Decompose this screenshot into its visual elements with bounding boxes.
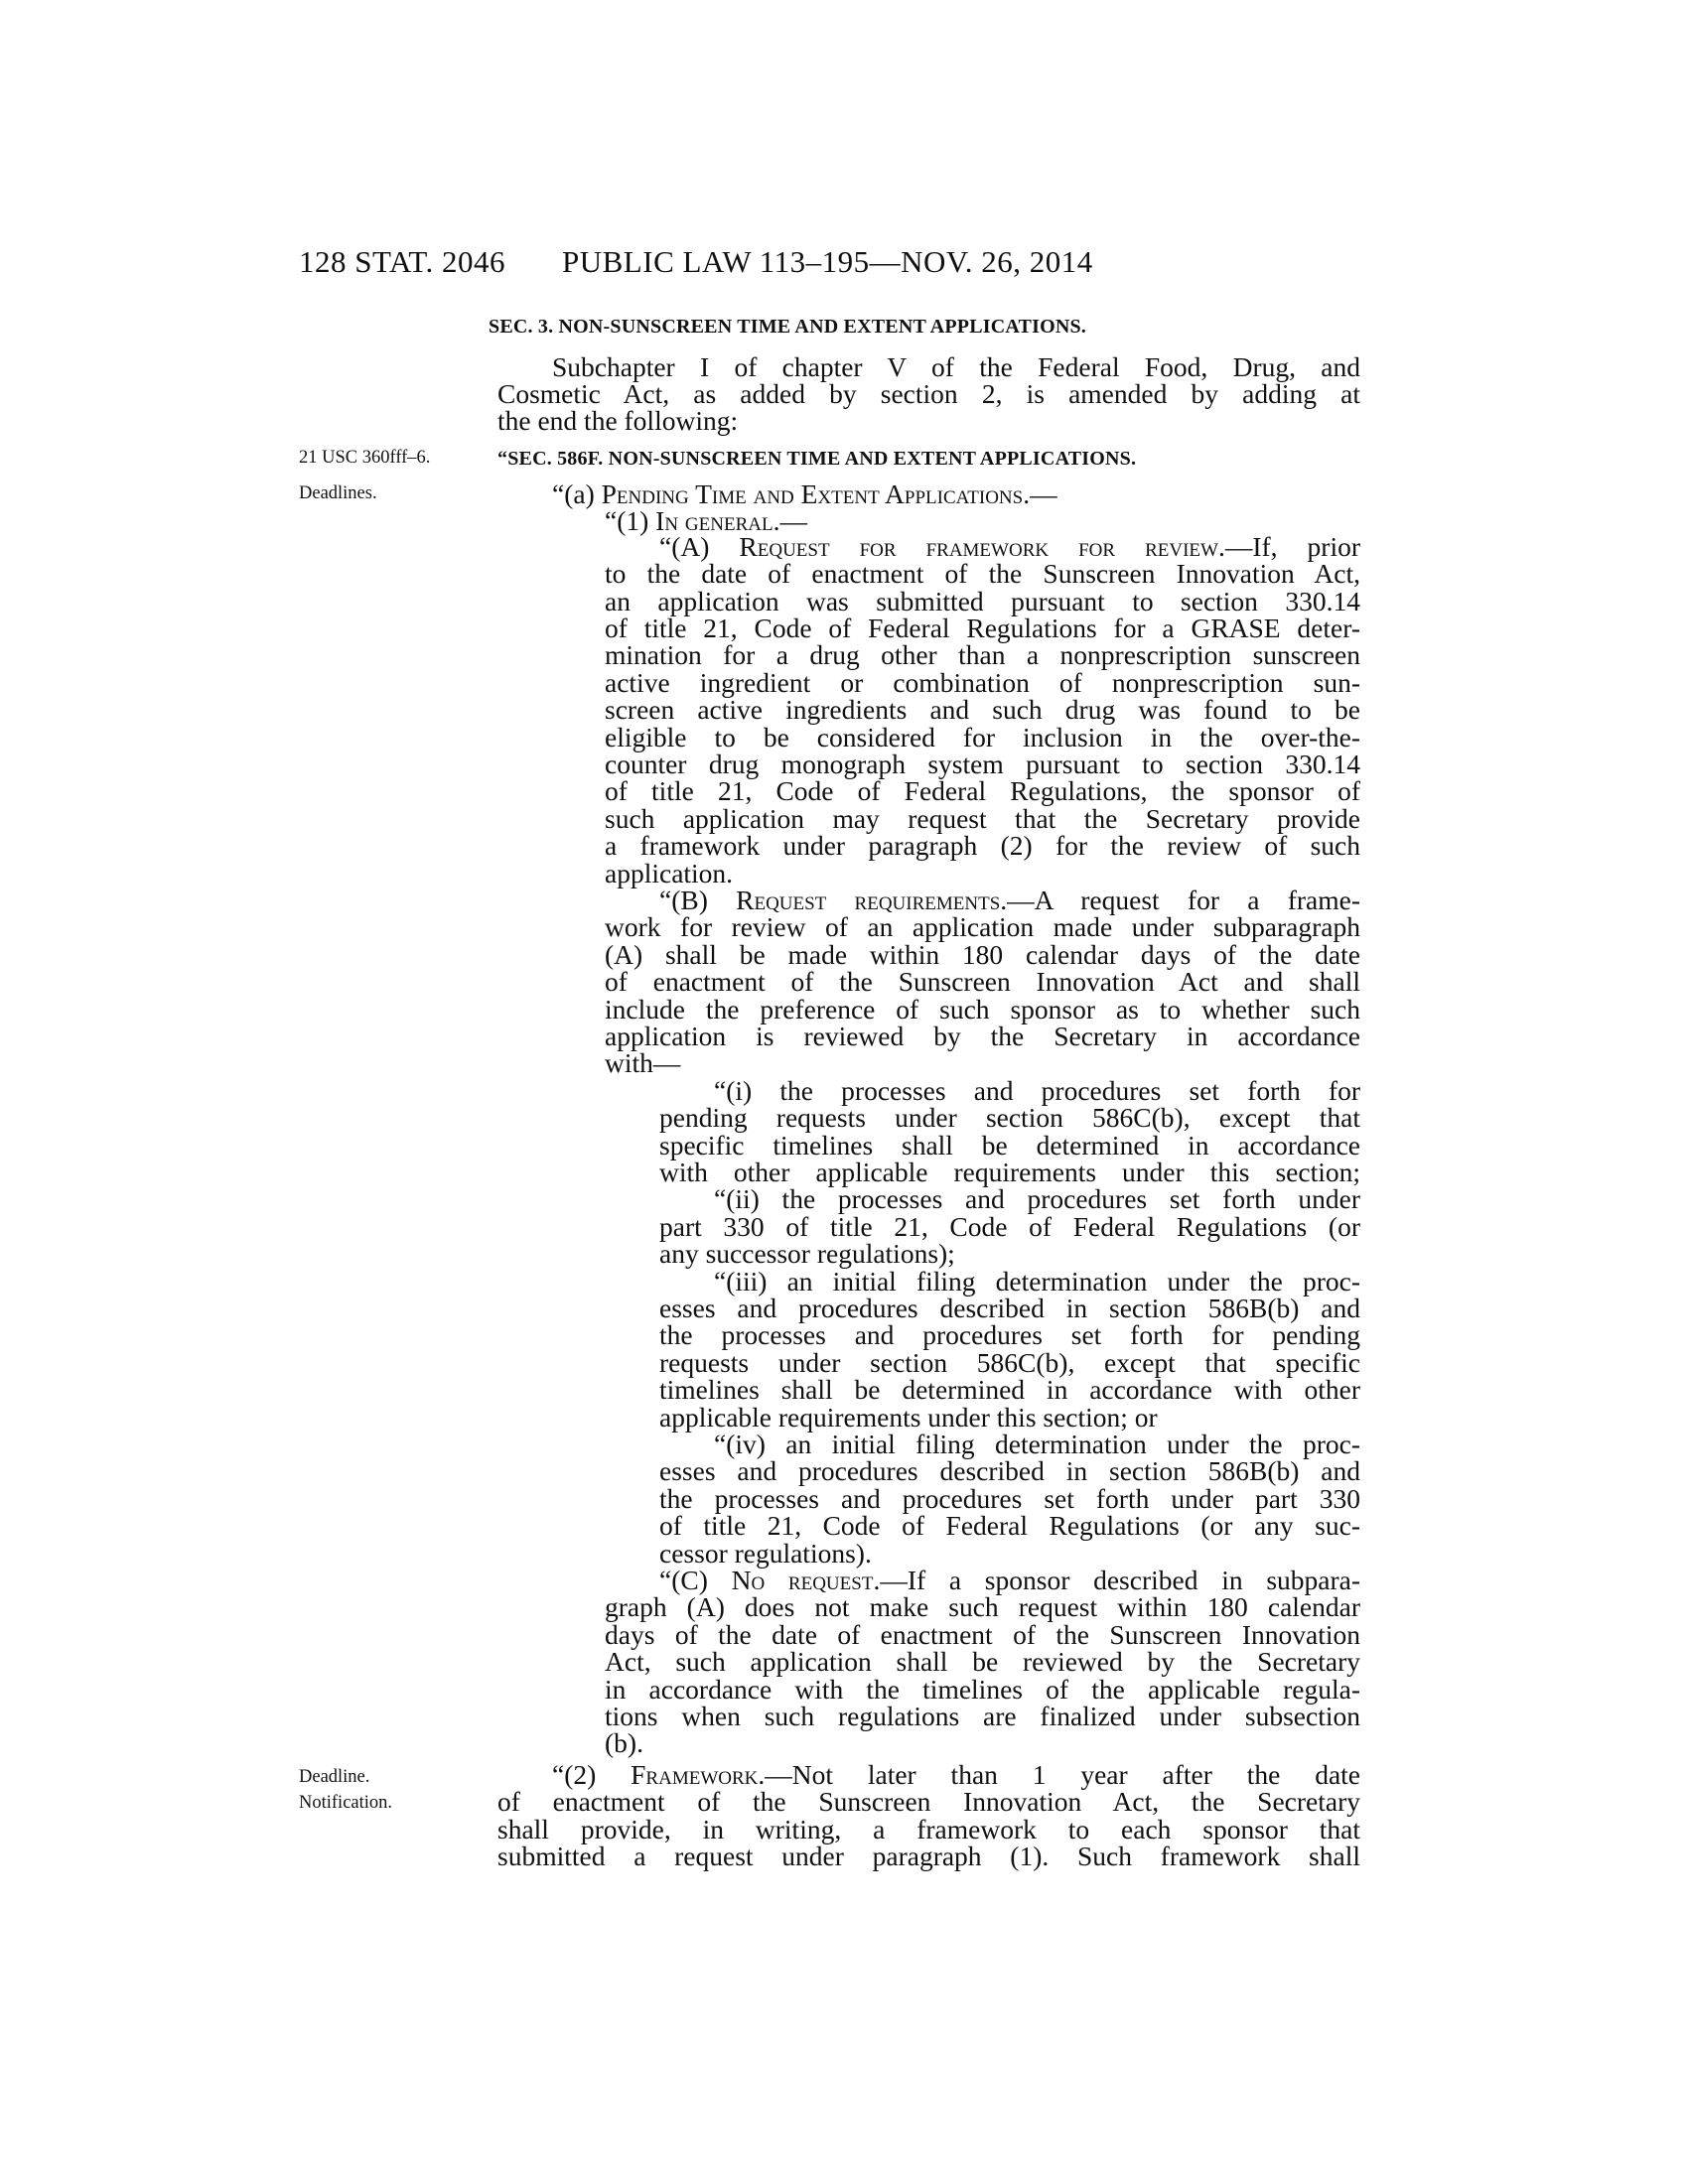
text-line: Subchapter I of chapter V of the Federal Food, Drug, and [552, 351, 1360, 382]
heading-suffix: .—A request for a frame- [1000, 885, 1360, 915]
paragraph-heading [552, 1761, 1360, 1789]
text-line: tions when such regulations are finalized under subsection [605, 1701, 1360, 1731]
text-line: Act, such application shall be reviewed by the Secretary [605, 1646, 1360, 1677]
text-line: of title 21, Code of Federal Regulations for a GRASE deter- [605, 613, 1360, 643]
section-heading: “SEC. 586F. NON-SUNSCREEN TIME AND EXTENT APPLICATIONS. [497, 448, 1137, 470]
text-line: the processes and procedures set forth for pending [659, 1319, 1360, 1350]
text-line: a framework under paragraph (2) for the review of such [605, 830, 1360, 861]
text-line: esses and procedures described in section 586B(b) and [659, 1455, 1360, 1486]
text-line: “(iii) an initial filing determination under the proc- [714, 1266, 1360, 1297]
heading-prefix: “(A) [659, 531, 740, 562]
text-line: (b). [605, 1727, 643, 1758]
heading-title: Request for framework for review [739, 531, 1218, 562]
text-line: Cosmetic Act, as added by section 2, is amended by adding at [497, 378, 1360, 409]
text-line: to the date of enactment of the Sunscreen Innovation Act, [605, 558, 1360, 589]
heading-title: Request requirements [736, 885, 1001, 915]
text-line: application. [605, 858, 734, 888]
text-line: “(iv) an initial filing determination under the proc- [714, 1429, 1360, 1459]
text-line: application is reviewed by the Secretary in accordance [605, 1021, 1360, 1051]
text-line: an application was submitted pursuant to section 330.14 [605, 586, 1360, 616]
text-line: of title 21, Code of Federal Regulations (or any suc- [659, 1510, 1360, 1541]
text-line: of enactment of the Sunscreen Innovation Act, the Secretary [497, 1786, 1360, 1817]
heading-suffix: .—Not later than 1 year after the date [758, 1759, 1360, 1790]
text-line: timelines shall be determined in accordance with other [659, 1374, 1360, 1405]
heading-suffix: .— [1023, 478, 1057, 509]
text-line: graph (A) does not make such request within 180 calendar [605, 1591, 1360, 1622]
text-line: applicable requirements under this section; or [659, 1402, 1158, 1433]
text-line: include the preference of such sponsor as to whether such [605, 994, 1360, 1024]
text-line: (A) shall be made within 180 calendar days of the date [605, 939, 1360, 970]
text-line: such application may request that the Secretary provide [605, 803, 1360, 834]
heading-title: Framework [631, 1759, 759, 1790]
section-heading: SEC. 3. NON-SUNSCREEN TIME AND EXTENT APPLICATIONS. [489, 316, 1086, 338]
heading-suffix: .— [773, 505, 807, 536]
heading-prefix: “(a) [552, 478, 602, 509]
text-line: with— [605, 1047, 681, 1078]
subparagraph-heading [659, 533, 1360, 561]
text-line: with other applicable requirements under this section; [659, 1157, 1360, 1187]
text-line: mination for a drug other than a nonprescription sunscreen [605, 639, 1360, 670]
text-line: pending requests under section 586C(b), except that [659, 1102, 1360, 1133]
subparagraph-heading [659, 887, 1360, 914]
heading-title: No request [731, 1565, 874, 1595]
text-line: in accordance with the timelines of the applicable regula- [605, 1674, 1360, 1705]
text-line: screen active ingredients and such drug was found to be [605, 694, 1360, 725]
running-head: PUBLIC LAW 113–195—NOV. 26, 2014 [562, 244, 1093, 279]
text-line: counter drug monograph system pursuant to section 330.14 [605, 749, 1360, 779]
heading-prefix: “(C) [659, 1565, 732, 1595]
text-line: part 330 of title 21, Code of Federal Regulations (or [659, 1211, 1360, 1242]
text-line: shall provide, in writing, a framework to each sponsor that [497, 1814, 1360, 1844]
margin-note-notification: Notification. [299, 1793, 393, 1813]
subparagraph-heading [659, 1567, 1360, 1594]
text-line: of enactment of the Sunscreen Innovation Act and shall [605, 966, 1360, 997]
text-line: submitted a request under paragraph (1). Such framework shall [497, 1841, 1360, 1871]
margin-note-deadline: Deadline. [299, 1767, 370, 1787]
text-line: esses and procedures described in section 586B(b) and [659, 1293, 1360, 1323]
text-line: “(ii) the processes and procedures set forth under [714, 1183, 1360, 1214]
text-line: days of the date of enactment of the Sunscreen Innovation [605, 1619, 1360, 1650]
text-line: of title 21, Code of Federal Regulations, the sponsor of [605, 775, 1360, 806]
heading-prefix: “(2) [552, 1759, 632, 1790]
text-line: cessor regulations). [659, 1538, 872, 1569]
text-line: “(i) the processes and procedures set forth for [714, 1075, 1360, 1106]
heading-prefix: “(1) [605, 505, 656, 536]
page-number: 128 STAT. 2046 [299, 244, 506, 279]
heading-title: In general [655, 505, 774, 536]
text-line: active ingredient or combination of nonprescription sun- [605, 667, 1360, 698]
text-line: the end the following: [497, 405, 739, 436]
text-line: work for review of an application made under subparagraph [605, 911, 1360, 942]
margin-note-deadlines: Deadlines. [299, 483, 377, 503]
margin-note-usc: 21 USC 360fff–6. [299, 448, 431, 468]
text-line: eligible to be considered for inclusion in the over-the- [605, 722, 1360, 752]
heading-prefix: “(B) [659, 885, 737, 915]
text-line: specific timelines shall be determined in accordance [659, 1130, 1360, 1160]
text-line: requests under section 586C(b), except that specific [659, 1347, 1360, 1378]
text-line: any successor regulations); [659, 1238, 955, 1269]
heading-suffix: .—If a sponsor described in subpara- [873, 1565, 1360, 1595]
text-line: the processes and procedures set forth under part 330 [659, 1483, 1360, 1514]
heading-suffix: .—If, prior [1217, 531, 1360, 562]
heading-title: Pending Time and Extent Applications [601, 478, 1024, 509]
